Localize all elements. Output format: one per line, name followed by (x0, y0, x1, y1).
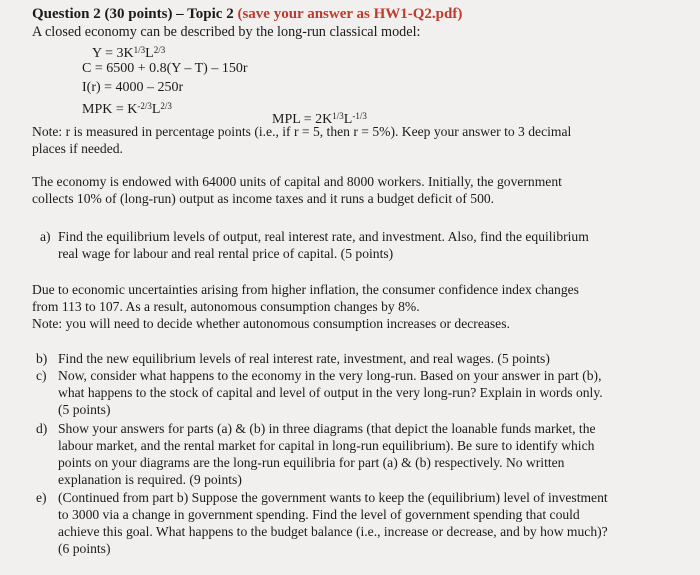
mpl-capital-exponent: 1/3 (332, 111, 344, 121)
mpk-labour: L (151, 102, 161, 117)
part-e-line-2: to 3000 via a change in government spending. Find the level of government spending that could (58, 507, 580, 522)
question-title (32, 6, 462, 22)
mpk-lhs: MPK = K (82, 102, 138, 117)
mpl-labour-exponent: -1/3 (352, 111, 367, 121)
part-a-line-1: Find the equilibrium levels of output, real interest rate, and investment. Also, find the equilibrium (58, 229, 589, 244)
part-e-label: e) (36, 490, 47, 505)
context-line-1: The economy is endowed with 64000 units of capital and 8000 workers. Initially, the government (32, 174, 562, 189)
part-c-line-2: what happens to the stock of capital and level of output in the very long-run? Explain in words only. (58, 385, 603, 400)
part-a-label: a) (40, 229, 51, 244)
part-a-line-2: real wage for labour and real rental price of capital. (5 points) (58, 246, 394, 261)
part-d-line-3: points on your diagrams are the long-run equilibria for part (a) & (b) respectively. No written (58, 455, 565, 470)
intro-text: A closed economy can be described by the long-run classical model: (32, 24, 421, 40)
part-e-line-3: achieve this goal. What happens to the budget balance (i.e., increase or decrease, and by how much)? (58, 524, 608, 539)
shock-line-1: Due to economic uncertainties arising from higher inflation, the consumer confidence index changes (32, 282, 579, 297)
part-e-line-1: (Continued from part b) Suppose the government wants to keep the (equilibrium) level of investment (58, 490, 608, 505)
part-e-line-4: (6 points) (58, 541, 111, 556)
part-d-line-4: explanation is required. (9 points) (58, 472, 242, 487)
part-c-label: c) (36, 368, 47, 383)
mpk-labour-exponent: 2/3 (160, 101, 172, 111)
investment-function: I(r) = 4000 – 250r (82, 80, 184, 95)
part-b-label: b) (36, 351, 48, 366)
production-labour: L (145, 46, 154, 61)
consumption-function: C = 6500 + 0.8(Y – T) – 150r (82, 61, 248, 76)
part-d-line-2: labour market, and the rental market for capital in long-run equilibrium). Be sure to identify which (58, 438, 595, 453)
note-line-1: Note: r is measured in percentage points (i.e., if r = 5, then r = 5%). Keep your answer to 3 decimal (32, 124, 572, 139)
production-lhs: Y = 3K (92, 46, 134, 61)
part-c-line-1: Now, consider what happens to the economy in the very long-run. Based on your answer in part (b), (58, 368, 602, 383)
note-line-2: places if needed. (32, 141, 123, 156)
mpk-equation (82, 98, 172, 118)
shock-note: Note: you will need to decide whether autonomous consumption increases or decreases. (32, 316, 510, 331)
part-d-label: d) (36, 421, 48, 436)
part-b-line-1: Find the new equilibrium levels of real interest rate, investment, and real wages. (5 points) (58, 351, 550, 366)
production-capital-exponent: 1/3 (133, 45, 146, 55)
mpk-capital-exponent: -2/3 (137, 101, 152, 111)
save-instruction: (save your answer as HW1-Q2.pdf) (237, 6, 463, 22)
mpl-lhs: MPL = 2K (272, 112, 333, 127)
question-heading: Question 2 (30 points) – Topic 2 (32, 6, 238, 22)
context-line-2: collects 10% of (long-run) output as income taxes and it runs a budget deficit of 500. (32, 191, 495, 206)
production-labour-exponent: 2/3 (153, 45, 166, 55)
mpl-labour: L (343, 112, 353, 127)
part-c-line-3: (5 points) (58, 402, 111, 417)
part-d-line-1: Show your answers for parts (a) & (b) in three diagrams (that depict the loanable funds market, the (58, 421, 596, 436)
shock-line-2: from 113 to 107. As a result, autonomous consumption changes by 8%. (32, 299, 420, 314)
production-function (92, 42, 165, 62)
